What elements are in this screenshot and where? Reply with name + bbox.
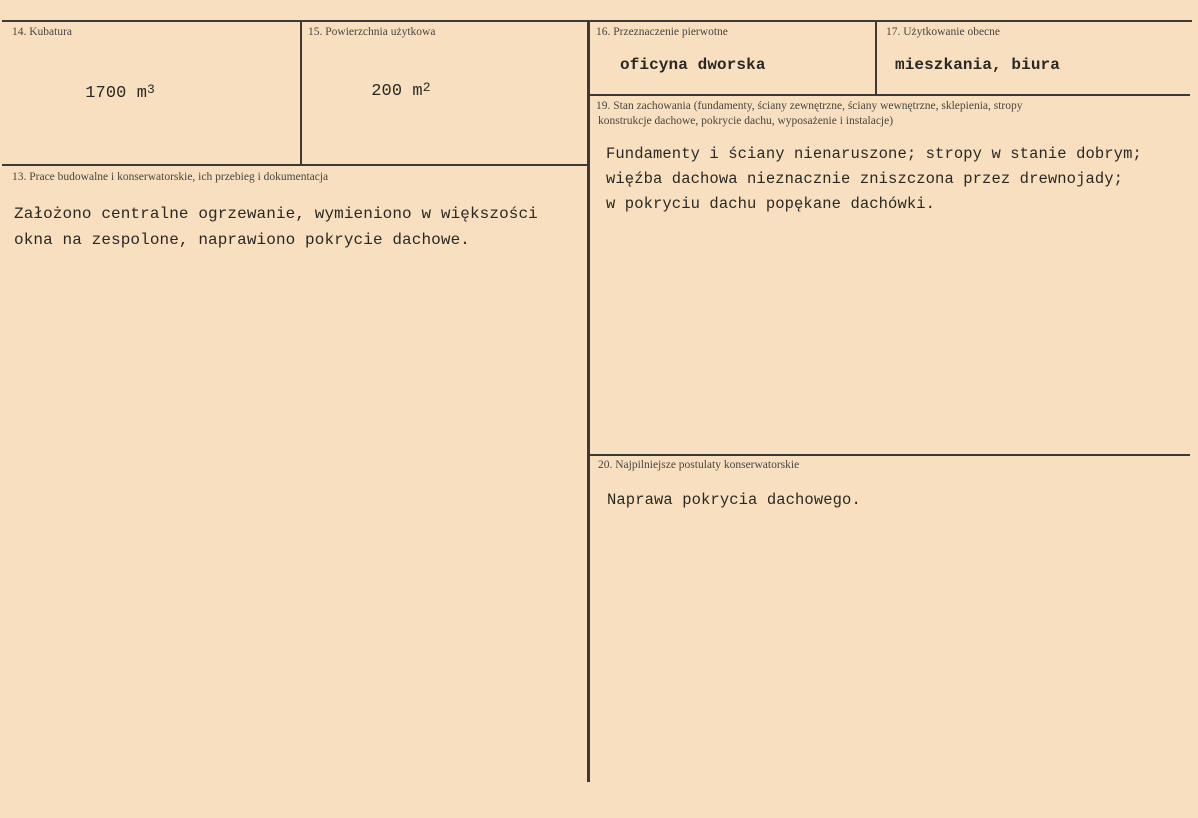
prace-line-1: Założono centralne ogrzewanie, wymieniono w większości [14,205,538,223]
powierzchnia-value [330,53,431,131]
kubatura-label: 14. Kubatura [12,26,73,38]
przeznaczenie-value: oficyna dworska [620,56,766,74]
prace-label: 13. Prace budowalne i konserwatorskie, ich przebieg i dokumentacja [12,171,329,183]
divider-v-center [587,20,590,782]
stan-label-line-2: konstrukcje dachowe, pokrycie dachu, wyposażenie i instalacje) [598,115,894,127]
uzytkowanie-value: mieszkania, biura [895,56,1060,74]
stan-line-1: Fundamenty i ściany nienaruszone; stropy w stanie dobrym; [606,145,1142,163]
rule-left-mid [2,164,587,166]
rule-right-upper [590,94,1190,96]
prace-line-2: okna na zespolone, naprawiono pokrycie dachowe. [14,231,470,249]
rule-right-lower [590,454,1190,456]
postulaty-label: 20. Najpilniejsze postulaty konserwatorskie [598,459,800,471]
kubatura-exponent: 3 [147,82,155,97]
kubatura-number: 1700 m [85,84,148,103]
top-rule [2,20,1192,22]
uzytkowanie-label: 17. Użytkowanie obecne [886,26,1001,38]
divider-v-kubatura [300,20,302,166]
powierzchnia-number: 200 m [371,82,423,101]
stan-label-line-1: 19. Stan zachowania (fundamenty, ściany zewnętrzne, ściany wewnętrzne, sklepienia, stropy [596,100,1023,112]
przeznaczenie-label: 16. Przeznaczenie pierwotne [596,26,728,38]
stan-line-3: w pokryciu dachu popękane dachówki. [606,195,936,213]
kubatura-value [44,55,155,133]
powierzchnia-exponent: 2 [422,80,431,95]
postulaty-line-1: Naprawa pokrycia dachowego. [607,491,861,509]
divider-v-uzytkowanie [875,20,877,96]
stan-line-2: więźba dachowa nieznacznie zniszczona przez drewnojady; [606,170,1124,188]
powierzchnia-label: 15. Powierzchnia użytkowa [308,26,436,38]
